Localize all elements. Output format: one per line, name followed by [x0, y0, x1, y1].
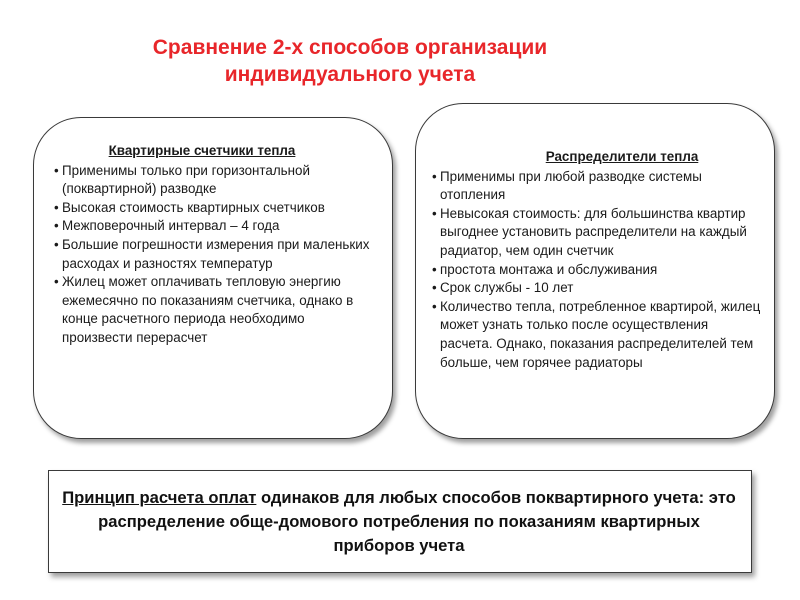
slide-title-line2: индивидуального учета: [224, 63, 476, 86]
list-item: • Срок службы - 10 лет: [432, 279, 762, 298]
list-item: • Межповерочный интервал – 4 года: [54, 217, 376, 236]
heat-meters-card: [33, 117, 393, 439]
principle-box: [48, 470, 752, 573]
principle-rest: одинаков для любых способов поквартирного учета: это распределение обще-домового потребления по показаниям квартирных приборов учета: [98, 488, 736, 555]
list-item: • Применимы только при горизонтальной (поквартирной) разводке: [54, 162, 376, 199]
list-item: • Большие погрешности измерения при маленьких расходах и разностях температур: [54, 236, 376, 273]
list-item: • Применимы при любой разводке системы отопления: [432, 168, 762, 205]
list-item: • Количество тепла, потребленное квартирой, жилец может узнать только после осуществления расчета. Однако, показания распределителей тем больше, чем горячее радиаторы: [432, 298, 762, 372]
list-item: • Жилец может оплачивать тепловую энергию ежемесячно по показаниям счетчика, однако в конце расчетного периода необходимо произвести перерасчет: [54, 273, 376, 347]
heat-distributors-content: [432, 148, 762, 372]
heat-meters-list: [54, 162, 376, 348]
slide-title: [120, 34, 580, 88]
principle-text: [59, 486, 739, 558]
heat-meters-content: [54, 142, 376, 348]
principle-lead: Принцип расчета оплат: [62, 488, 257, 507]
heat-distributors-heading: Распределители тепла: [545, 149, 699, 164]
heat-distributors-card: [415, 103, 775, 439]
heat-distributors-list: [432, 168, 762, 373]
slide-title-line1: Сравнение 2-х способов организации: [152, 36, 548, 59]
list-item: • Высокая стоимость квартирных счетчиков: [54, 199, 376, 218]
list-item: • Невысокая стоимость: для большинства квартир выгоднее установить распределители на каждый радиатор, чем один счетчик: [432, 205, 762, 261]
list-item: • простота монтажа и обслуживания: [432, 261, 762, 280]
heat-meters-heading: Квартирные счетчики тепла: [108, 143, 296, 158]
